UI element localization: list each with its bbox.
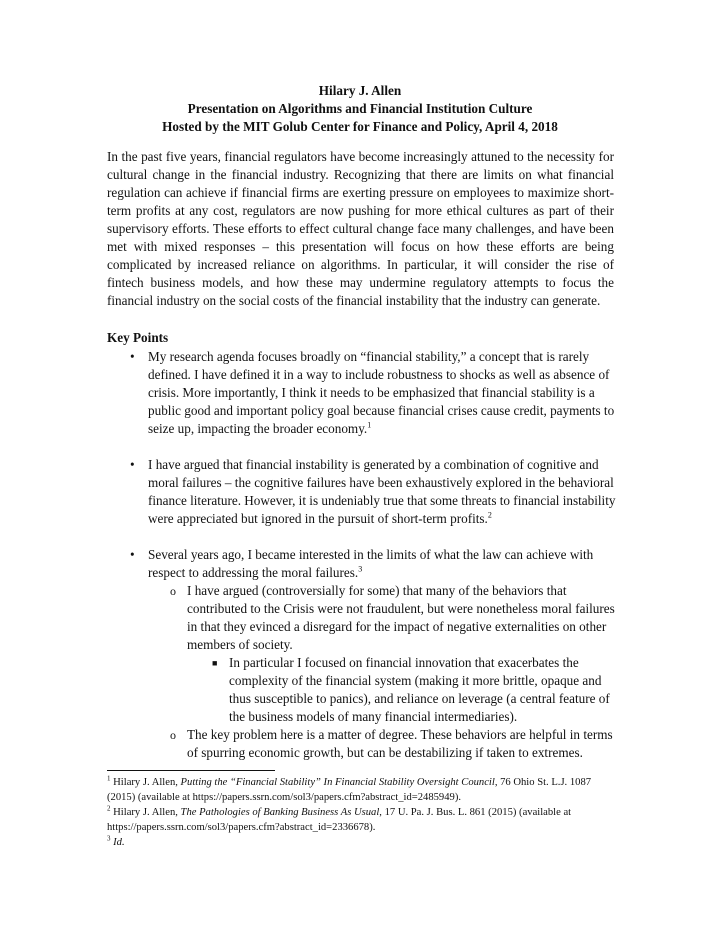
- sub-list-item-text: I have argued (controversially for some) that many of the behaviors that contributed to the Crisis were not fraudulent, but were nonetheless moral failures in that they evinced a disregard for the impact of negative externalities on other members of society.: [187, 583, 615, 652]
- footnote-ref: 3: [358, 564, 363, 574]
- footnote-id: Id.: [113, 837, 125, 848]
- footnote-1: [107, 775, 619, 805]
- footnote-ref: 2: [487, 510, 492, 520]
- footnote-number: 1: [107, 774, 111, 783]
- list-item-text: Several years ago, I became interested in the limits of what the law can achieve with respect to addressing the moral failures.: [148, 547, 594, 580]
- sub-list-item: [107, 726, 617, 762]
- footnote-citation: , 76 Ohio St. L.J. 1087 (2015) (available at https://papers.ssrn.com/sol3/papers.cfm?abstract_id=2485949).: [107, 777, 592, 803]
- footnote-number: 2: [107, 804, 111, 813]
- sub-sub-list-item: [107, 654, 617, 726]
- author-name: Hilary J. Allen: [318, 83, 402, 98]
- circle-bullet-icon: o: [170, 728, 176, 742]
- list-item: [107, 456, 617, 528]
- footnote-ref: 1: [367, 420, 372, 430]
- key-points-heading: Key Points: [107, 330, 169, 345]
- footnote-divider: [107, 770, 275, 771]
- list-item: [107, 348, 617, 438]
- footnote-citation: , 17 U. Pa. J. Bus. L. 861 (2015) (available at https://papers.ssrn.com/sol3/papers.cfm?abstract_id=2336678).: [107, 807, 572, 833]
- footnote-author: Hilary J. Allen,: [113, 777, 181, 788]
- document-header: [0, 82, 720, 136]
- bullet-icon: •: [130, 349, 135, 364]
- sub-list-item: [107, 582, 617, 654]
- list-item-text: My research agenda focuses broadly on “financial stability,” a concept that is rarely defined. I have defined it in a way to include robustness to shocks as well as absence of crisis. More importantly, I think it needs to be emphasized that financial stability is a public good and important policy goal because financial crises cause credit, payments to seize up, impacting the broader economy.: [148, 349, 615, 436]
- bullet-icon: •: [130, 547, 135, 562]
- footnotes: [107, 775, 619, 850]
- circle-bullet-icon: o: [170, 584, 176, 598]
- footnote-number: 3: [107, 834, 111, 843]
- bullet-icon: •: [130, 457, 135, 472]
- list-item: [107, 546, 617, 582]
- key-points-list: [107, 348, 617, 762]
- list-item-text: I have argued that financial instability is generated by a combination of cognitive and moral failures – the cognitive failures have been exhaustively explored in the behavioral finance literature. However, it is undeniably true that some threats to financial instability were appreciated but ignored in the pursuit of short-term profits.: [148, 457, 616, 526]
- sub-list-item-text: The key problem here is a matter of degree. These behaviors are helpful in terms of spurring economic growth, but can be destabilizing if taken to extremes.: [187, 727, 613, 760]
- presentation-title: Presentation on Algorithms and Financial Institution Culture: [187, 101, 533, 116]
- intro-paragraph: In the past five years, financial regulators have become increasingly attuned to the necessity for cultural change in the financial industry. Recognizing that there are limits on what financial regulation can achieve if financial firms are exerting pressure on employees to maximize short-term profits at any cost, regulators are now pushing for more ethical cultures as part of their supervisory efforts. These efforts to effect cultural change face many challenges, and have been met with mixed responses – this presentation will focus on how these efforts are being complicated by increased reliance on algorithms. In particular, it will consider the rise of fintech business models, and how these may undermine regulatory attempts to focus the financial industry on the social costs of the financial instability that the industry can generate.: [107, 149, 614, 308]
- sub-sub-list-item-text: In particular I focused on financial innovation that exacerbates the complexity of the financial system (making it more brittle, opaque and thus susceptible to panics), and reliance on leverage (a central feature of the business models of many financial intermediaries).: [229, 655, 610, 724]
- hosted-line: Hosted by the MIT Golub Center for Finance and Policy, April 4, 2018: [162, 119, 558, 134]
- square-bullet-icon: ■: [212, 658, 218, 668]
- footnote-author: Hilary J. Allen,: [113, 807, 181, 818]
- footnote-3: [107, 835, 619, 850]
- footnote-title: Putting the “Financial Stability” In Financial Stability Oversight Council: [180, 777, 495, 788]
- footnote-2: [107, 805, 619, 835]
- footnote-title: The Pathologies of Banking Business As Usual: [180, 807, 380, 818]
